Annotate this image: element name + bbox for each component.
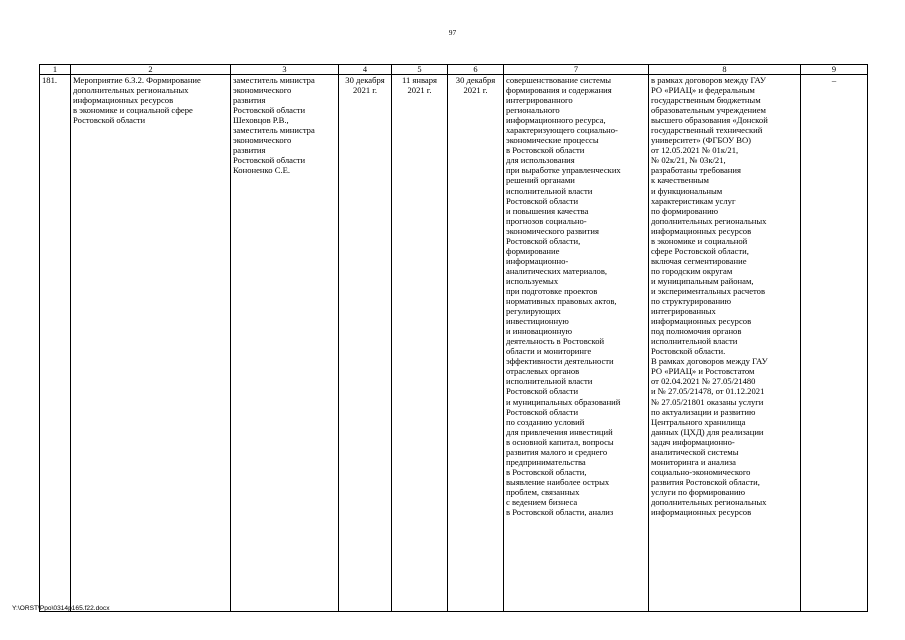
cell-text-line: деятельность в Ростовской [506, 336, 605, 347]
header-cell-6: 6 [448, 65, 504, 75]
cell-text-line: в экономике и социальной сфере [73, 105, 193, 116]
cell-text-line: и инновационную [506, 326, 573, 337]
cell-text-line: интегрированного [506, 95, 573, 106]
header-cell-4: 4 [339, 65, 392, 75]
cell-text-line: Шеховцов Р.В., [233, 115, 289, 126]
cell-text-line: по формированию [651, 205, 719, 216]
cell-text-line: инвестиционную [506, 316, 569, 327]
header-cell-8: 8 [649, 65, 801, 75]
cell-text-line: информационного ресурса, [506, 115, 606, 126]
cell-text-line: выявление наиболее острых [506, 476, 610, 487]
cell-text-line: Ростовской области [506, 406, 579, 417]
cell-text-line: по городским округам [651, 265, 733, 276]
actual-result-cell [649, 75, 801, 612]
cell-text-line: и повышения качества [506, 205, 589, 216]
cell-text-line: Ростовской области [506, 195, 579, 206]
cell-text-line: развития [233, 145, 266, 156]
cell-text-line: от 12.05.2021 № 01к/21, [651, 145, 739, 156]
cell-text-line: № 02к/21, № 03к/21, [651, 155, 726, 166]
responsible-cell [231, 75, 339, 612]
header-cell-3: 3 [231, 65, 339, 75]
notes-cell [801, 75, 868, 612]
cell-text-line: по структурированию [651, 296, 732, 307]
cell-text-line: № 27.05/21801 оказаны услуги [651, 396, 764, 407]
cell-text-line: исполнительной власти [651, 336, 738, 347]
header-row [40, 65, 868, 75]
cell-text-line: характеристикам услуг [651, 195, 736, 206]
cell-text-line: исполнительной власти [506, 185, 593, 196]
cell-text-line: характеризующего социально- [506, 125, 618, 136]
cell-text-line: для привлечения инвестиций [506, 426, 613, 437]
cell-text-line: государственным бюджетным [651, 95, 761, 106]
cell-text-line: развития Ростовской области, [651, 476, 760, 487]
cell-text-line: разработаны требования [651, 165, 741, 176]
cell-text-line: и муниципальным районам, [651, 275, 754, 286]
row-number: 181. [42, 75, 58, 85]
cell-text-line: по актуализации и развитию [651, 406, 756, 417]
cell-text-line: 2021 г. [407, 85, 432, 96]
file-path-footer: Y:\ORST\Ppo\0314p165.f22.docx [12, 605, 110, 612]
cell-text-line: формирования и содержания [506, 85, 612, 96]
cell-text-line: в основной капитал, вопросы [506, 436, 614, 447]
cell-text-line: социально-экономического [651, 466, 751, 477]
page-number: 97 [448, 28, 457, 37]
cell-text-line: 30 декабря [345, 75, 385, 85]
cell-text-line: сфере Ростовской области, [651, 245, 749, 256]
header-cell-1: 1 [40, 65, 71, 75]
cell-text-line: услуги по формированию [651, 486, 746, 497]
cell-text-line: Ростовской области. [651, 346, 726, 357]
cell-text-line: экономического развития [506, 225, 599, 236]
cell-text-line: в Ростовской области, анализ [506, 507, 614, 518]
cell-text-line: от 02.04.2021 № 27.05/21480 [651, 376, 756, 387]
cell-text-line: дополнительных региональных [73, 85, 189, 96]
cell-text-line: В рамках договоров между ГАУ [651, 356, 768, 367]
cell-text-line: нормативных правовых актов, [506, 296, 617, 307]
cell-text-line: включая сегментирование [651, 255, 747, 266]
cell-text-line: в Ростовской области [506, 145, 585, 156]
cell-text-line: области и мониторинге [506, 346, 592, 357]
cell-text-line: информационно- [506, 255, 569, 266]
header-cell-5: 5 [392, 65, 448, 75]
header-cell-2: 2 [71, 65, 231, 75]
cell-text-line: информационных ресурсов [651, 507, 752, 518]
cell-text-line: 2021 г. [352, 85, 378, 96]
cell-text-line: Ростовской области [233, 105, 306, 116]
table-row [40, 75, 868, 612]
cell-text-line: используемых [506, 275, 559, 286]
cell-text-line: 11 января [402, 75, 437, 85]
date-cell-col5 [392, 75, 448, 612]
cell-text-line: экономического [233, 85, 292, 96]
cell-text-line: и экспериментальных расчетов [651, 285, 766, 296]
cell-text-line: Ростовской области, [506, 235, 581, 246]
cell-text-line: мониторинга и анализа [651, 456, 737, 467]
date-cell-col6 [448, 75, 504, 612]
cell-text-line: проблем, связанных [506, 486, 580, 497]
cell-text-line: Центрального хранилища [651, 416, 746, 427]
cell-text-line: государственный технический [651, 125, 763, 136]
cell-text-line: экономического [233, 135, 292, 146]
cell-text-line: предпринимательства [506, 456, 586, 467]
cell-text-line: развития малого и среднего [506, 446, 608, 457]
cell-text-line: к качественным [651, 175, 709, 186]
cell-text-line: и функциональным [651, 185, 723, 196]
cell-text-line: Кононенко С.Е. [233, 165, 290, 176]
cell-text-line: информационных ресурсов [651, 225, 752, 236]
cell-text-line: в рамках договоров между ГАУ [651, 75, 767, 85]
cell-text-line: формирование [506, 245, 560, 256]
expected-result-cell [504, 75, 649, 612]
cell-text-line: и № 27.05/21478, от 01.12.2021 [651, 386, 765, 397]
measure-cell [71, 75, 231, 612]
cell-text-line: экономические процессы [506, 135, 599, 146]
cell-text-line: заместитель министра [233, 75, 315, 85]
cell-text-line: 2021 г. [463, 85, 488, 96]
cell-text-line: университет» (ФГБОУ ВО) [651, 135, 752, 146]
cell-text-line: отраслевых органов [506, 366, 580, 377]
cell-text-line: регионального [506, 105, 560, 116]
cell-text-line: аналитической системы [651, 446, 739, 457]
cell-text-line: исполнительной власти [506, 376, 593, 387]
cell-text-line: регулирующих [506, 306, 561, 317]
cell-text-line: для использования [506, 155, 575, 166]
cell-text-line: Ростовской области [73, 115, 146, 126]
cell-text-line: данных (ЦХД) для реализации [651, 426, 764, 437]
report-table [39, 64, 868, 612]
cell-text-line: в экономике и социальной [651, 235, 748, 246]
cell-text-line: дополнительных региональных [651, 215, 767, 226]
cell-text-line: Мероприятие 6.3.2. Формирование [73, 75, 201, 85]
cell-text-line: информационных ресурсов [651, 316, 752, 327]
cell-text-line: 30 декабря [455, 75, 496, 85]
notes-dash: – [831, 75, 837, 85]
cell-text-line: Ростовской области [506, 386, 579, 397]
cell-text-line: прогнозов социально- [506, 215, 587, 226]
date-cell-col4 [339, 75, 392, 612]
cell-text-line: образовательным учреждением [651, 105, 766, 116]
cell-text-line: при выработке управленческих [506, 165, 621, 176]
cell-text-line: заместитель министра [233, 125, 315, 136]
cell-text-line: Ростовской области [233, 155, 306, 166]
cell-text-line: по созданию условий [506, 416, 585, 427]
cell-text-line: в Ростовской области, [506, 466, 587, 477]
cell-text-line: интегрированных [651, 306, 716, 317]
cell-text-line: РО «РИАЦ» и Ростовстатом [651, 366, 755, 377]
row-number-cell [40, 75, 71, 612]
cell-text-line: при подготовке проектов [506, 285, 598, 296]
cell-text-line: с ведением бизнеса [506, 496, 578, 507]
cell-text-line: эффективности деятельности [506, 356, 614, 367]
cell-text-line: высшего образования «Донской [651, 115, 768, 126]
cell-text-line: решений органами [506, 175, 575, 186]
cell-text-line: развития [233, 95, 266, 106]
cell-text-line: совершенствование системы [506, 75, 612, 85]
cell-text-line: под полномочия органов [651, 326, 742, 337]
cell-text-line: информационных ресурсов [73, 95, 174, 106]
cell-text-line: аналитических материалов, [506, 265, 608, 276]
header-cell-7: 7 [504, 65, 649, 75]
header-cell-9: 9 [801, 65, 868, 75]
cell-text-line: РО «РИАЦ» и федеральным [651, 85, 755, 96]
cell-text-line: дополнительных региональных [651, 496, 767, 507]
cell-text-line: и муниципальных образований [506, 396, 621, 407]
cell-text-line: задач информационно- [651, 436, 735, 447]
